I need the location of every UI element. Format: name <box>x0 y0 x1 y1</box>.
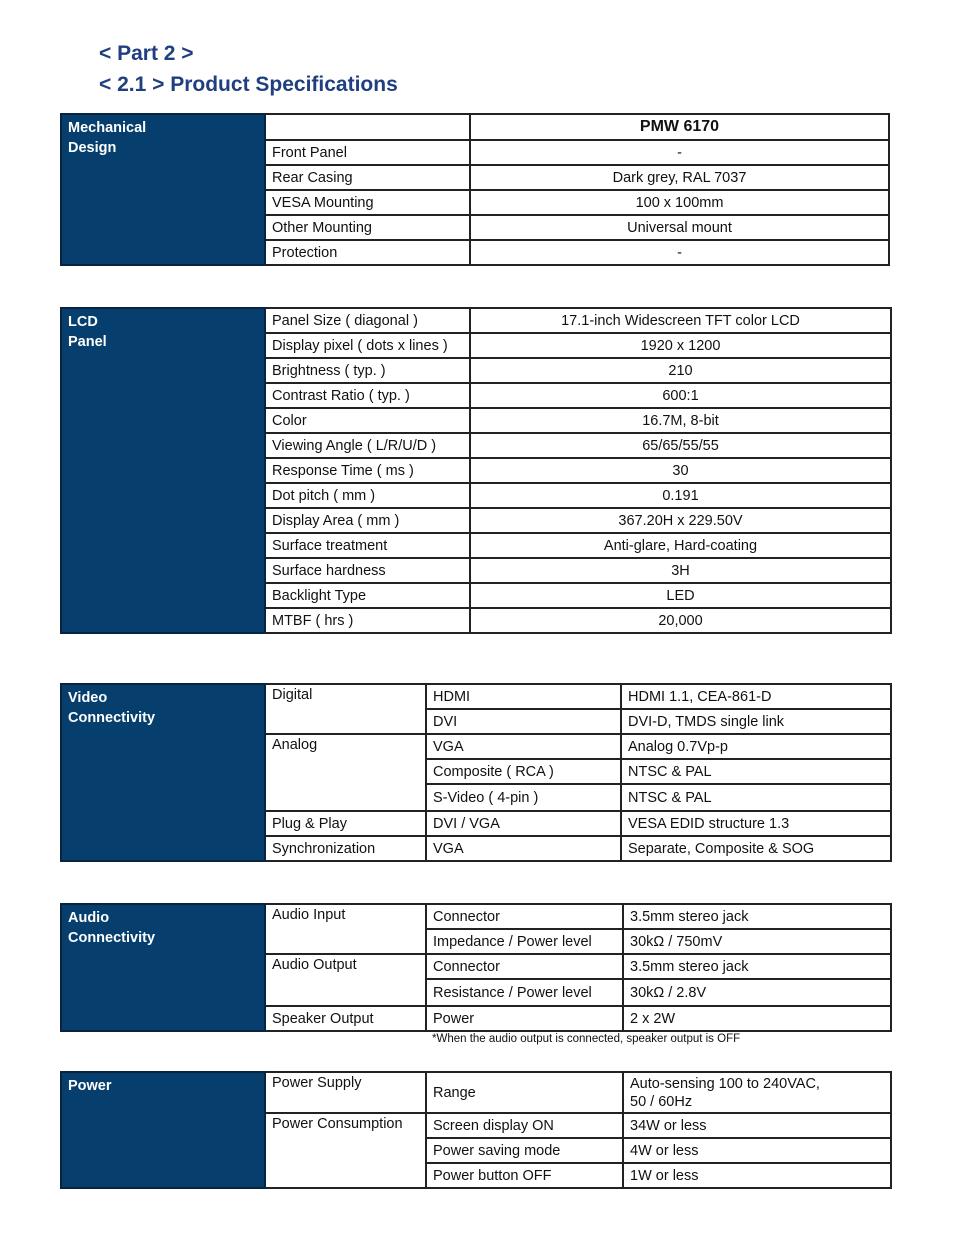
spec-value: 30kΩ / 750mV <box>623 929 891 954</box>
group-label: Audio Input <box>265 904 426 954</box>
spec-type: Composite ( RCA ) <box>426 759 621 784</box>
spec-label: Display Area ( mm ) <box>265 508 470 533</box>
spec-label: Dot pitch ( mm ) <box>265 483 470 508</box>
spec-value <box>623 1072 891 1113</box>
spec-value: 2 x 2W <box>623 1006 891 1031</box>
spec-type: Power button OFF <box>426 1163 623 1188</box>
video-connectivity-table <box>60 683 892 862</box>
category-mechanical-design <box>61 114 265 265</box>
spec-label: Display pixel ( dots x lines ) <box>265 333 470 358</box>
spec-value: - <box>470 140 889 165</box>
spec-label: Brightness ( typ. ) <box>265 358 470 383</box>
spec-value: 16.7M, 8-bit <box>470 408 891 433</box>
category-label: Panel <box>68 334 107 350</box>
spec-type: Range <box>426 1072 623 1113</box>
group-label: Analog <box>265 734 426 811</box>
group-label: Power Consumption <box>265 1113 426 1188</box>
spec-type: Power saving mode <box>426 1138 623 1163</box>
blank-header-cell <box>265 114 470 140</box>
spec-label: Surface treatment <box>265 533 470 558</box>
spec-label: Protection <box>265 240 470 265</box>
spec-value: Dark grey, RAL 7037 <box>470 165 889 190</box>
spec-type: DVI / VGA <box>426 811 621 836</box>
spec-value: 600:1 <box>470 383 891 408</box>
range-value-line: 50 / 60Hz <box>630 1094 693 1110</box>
spec-type: Power <box>426 1006 623 1031</box>
group-label: Power Supply <box>265 1072 426 1113</box>
spec-type: Screen display ON <box>426 1113 623 1138</box>
group-label: Speaker Output <box>265 1006 426 1031</box>
model-name: PMW 6170 <box>470 114 889 140</box>
group-label: Plug & Play <box>265 811 426 836</box>
audio-connectivity-table <box>60 903 892 1032</box>
spec-value: 30kΩ / 2.8V <box>623 979 891 1006</box>
spec-type: Impedance / Power level <box>426 929 623 954</box>
spec-value: Anti-glare, Hard-coating <box>470 533 891 558</box>
group-label: Synchronization <box>265 836 426 861</box>
spec-value: HDMI 1.1, CEA-861-D <box>621 684 891 709</box>
spec-value: - <box>470 240 889 265</box>
group-label: Digital <box>265 684 426 734</box>
spec-value: 3H <box>470 558 891 583</box>
spec-label: VESA Mounting <box>265 190 470 215</box>
spec-value: 0.191 <box>470 483 891 508</box>
spec-type: VGA <box>426 836 621 861</box>
category-label: Connectivity <box>68 710 156 726</box>
spec-type: Resistance / Power level <box>426 979 623 1006</box>
audio-footnote: *When the audio output is connected, speaker output is OFF <box>432 1033 741 1045</box>
spec-value: 20,000 <box>470 608 891 633</box>
spec-value: Analog 0.7Vp-p <box>621 734 891 759</box>
category-audio-connectivity <box>61 904 265 1031</box>
spec-label: Front Panel <box>265 140 470 165</box>
spec-value: 4W or less <box>623 1138 891 1163</box>
spec-label: Backlight Type <box>265 583 470 608</box>
spec-type: VGA <box>426 734 621 759</box>
spec-label: MTBF ( hrs ) <box>265 608 470 633</box>
part-heading: < Part 2 > <box>99 42 194 65</box>
spec-value: 3.5mm stereo jack <box>623 954 891 979</box>
spec-type: HDMI <box>426 684 621 709</box>
range-value-line: Auto-sensing 100 to 240VAC, <box>630 1076 820 1092</box>
category-label: LCD <box>68 314 98 330</box>
spec-type: Connector <box>426 954 623 979</box>
spec-value: 210 <box>470 358 891 383</box>
category-video-connectivity <box>61 684 265 861</box>
spec-value: 100 x 100mm <box>470 190 889 215</box>
spec-label: Rear Casing <box>265 165 470 190</box>
category-label: Mechanical <box>68 120 147 136</box>
spec-value: DVI-D, TMDS single link <box>621 709 891 734</box>
category-label: Connectivity <box>68 930 156 946</box>
power-table <box>60 1071 892 1189</box>
spec-type: S-Video ( 4-pin ) <box>426 784 621 811</box>
spec-value: 65/65/55/55 <box>470 433 891 458</box>
spec-value: 1920 x 1200 <box>470 333 891 358</box>
spec-label: Panel Size ( diagonal ) <box>265 308 470 333</box>
spec-label: Color <box>265 408 470 433</box>
spec-value: 367.20H x 229.50V <box>470 508 891 533</box>
category-lcd-panel <box>61 308 265 633</box>
spec-value: LED <box>470 583 891 608</box>
spec-type: DVI <box>426 709 621 734</box>
spec-value: NTSC & PAL <box>621 784 891 811</box>
spec-label: Contrast Ratio ( typ. ) <box>265 383 470 408</box>
spec-label: Surface hardness <box>265 558 470 583</box>
category-label: Video <box>68 690 108 706</box>
spec-label: Other Mounting <box>265 215 470 240</box>
spec-label: Response Time ( ms ) <box>265 458 470 483</box>
group-label: Audio Output <box>265 954 426 1006</box>
spec-value: 17.1-inch Widescreen TFT color LCD <box>470 308 891 333</box>
category-label: Power <box>68 1078 112 1094</box>
lcd-panel-table <box>60 307 892 634</box>
spec-value: Universal mount <box>470 215 889 240</box>
category-label: Design <box>68 140 117 156</box>
spec-label: Viewing Angle ( L/R/U/D ) <box>265 433 470 458</box>
spec-type: Connector <box>426 904 623 929</box>
spec-value: 1W or less <box>623 1163 891 1188</box>
spec-value: NTSC & PAL <box>621 759 891 784</box>
spec-value: VESA EDID structure 1.3 <box>621 811 891 836</box>
spec-value: 34W or less <box>623 1113 891 1138</box>
spec-value: 30 <box>470 458 891 483</box>
category-label: Audio <box>68 910 110 926</box>
spec-value: 3.5mm stereo jack <box>623 904 891 929</box>
mechanical-design-table <box>60 113 890 266</box>
section-heading: < 2.1 > Product Specifications <box>99 73 398 96</box>
spec-value: Separate, Composite & SOG <box>621 836 891 861</box>
category-power <box>61 1072 265 1188</box>
